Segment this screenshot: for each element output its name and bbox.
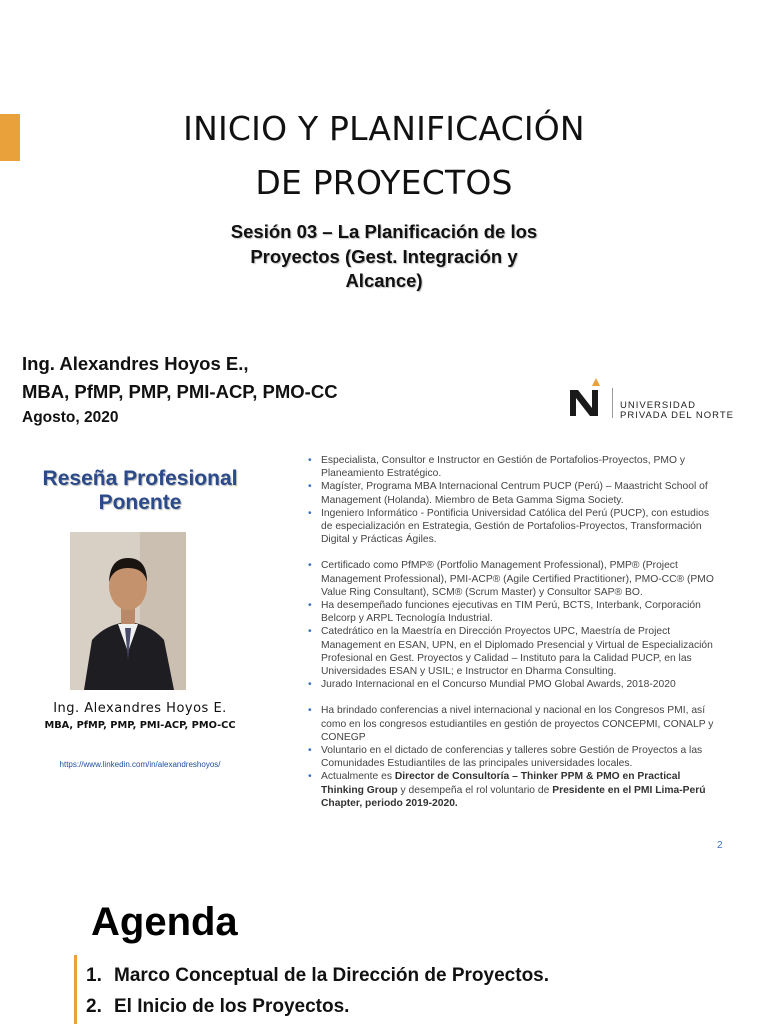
resena-bullets bbox=[308, 454, 718, 810]
title-line-1: INICIO Y PLANIFICACIÓN bbox=[183, 109, 585, 148]
speaker-photo bbox=[70, 532, 186, 690]
logo-divider bbox=[612, 388, 613, 418]
bullet-item: • Voluntario en el dictado de conferencias y talleres sobre Gestión de Proyectos a las Comunidades Estudiantiles de las principales universidades locales. bbox=[308, 744, 718, 770]
presentation-title bbox=[0, 102, 768, 210]
subtitle-line-1: Sesión 03 – La Planificación de los bbox=[230, 221, 538, 242]
agenda-slide bbox=[0, 872, 768, 1024]
speaker-name: Ing. Alexandres Hoyos E. bbox=[53, 701, 227, 716]
university-name-line-2: PRIVADA DEL NORTE bbox=[620, 410, 734, 421]
university-logo-icon bbox=[566, 374, 614, 420]
agenda-item-number: 2. bbox=[86, 996, 102, 1017]
subtitle-line-2: Proyectos (Gest. Integración y bbox=[250, 245, 518, 267]
bullet-item: • Ha desempeñado funciones ejecutivas en TIM Perú, BCTS, Interbank, Corporación Belcorp y ARPL Tecnología Industrial. bbox=[308, 599, 718, 625]
author-name: Ing. Alexandres Hoyos E., bbox=[22, 353, 249, 374]
agenda-item-number: 1. bbox=[86, 965, 102, 986]
author-block bbox=[22, 350, 338, 406]
bullet-item: • Catedrático en la Maestría en Dirección Proyectos UPC, Maestría de Project Management en ESAN, UPN, en el Diplomado Presencial y Virtual de Especialización Profesional en Gest. Proyectos y Calidad – Instituto para la Calidad PUCP, en las Universidades ESAN y USIL; e Instructor en Dharma Consulting. bbox=[308, 625, 718, 678]
university-name-line-1: UNIVERSIDAD bbox=[620, 400, 696, 411]
agenda-item bbox=[86, 991, 549, 1022]
cover-slide bbox=[0, 0, 768, 440]
agenda-title: Agenda bbox=[91, 900, 238, 944]
session-subtitle bbox=[184, 220, 584, 294]
agenda-item bbox=[86, 960, 549, 991]
author-credentials: MBA, PfMP, PMP, PMI-ACP, PMO-CC bbox=[22, 381, 338, 402]
agenda-item-text: Marco Conceptual de la Dirección de Proyectos. bbox=[114, 965, 550, 986]
resena-title-line-1: Reseña Profesional bbox=[42, 467, 238, 490]
speaker-credentials: MBA, PfMP, PMP, PMI-ACP, PMO-CC bbox=[44, 720, 236, 731]
bullet-bold: Director de Consultoría – Thinker PPM & PMO en Practical Thinking Group bbox=[321, 771, 681, 796]
subtitle-line-3: Alcance) bbox=[345, 270, 423, 291]
bullet-item: • Ha brindado conferencias a nivel internacional y nacional en los Congresos PMI, así como en los congresos estudiantiles en gestión de proyectos CONCEPMI, CONALP y CONEGP bbox=[308, 704, 718, 744]
resena-title-line-2: Ponente bbox=[98, 491, 182, 514]
bullet-item: • Magíster, Programa MBA Internacional Centrum PUCP (Perú) – Maastricht School of Management (Holanda). Miembro de Beta Gamma Sigma Society. bbox=[308, 480, 718, 506]
agenda-list bbox=[86, 960, 549, 1022]
agenda-item-text: El Inicio de los Proyectos. bbox=[114, 996, 350, 1017]
university-name bbox=[620, 401, 734, 421]
resena-title bbox=[20, 467, 260, 515]
bullet-bold: Presidente en el PMI Lima-Perú Chapter, periodo 2019-2020. bbox=[321, 784, 706, 809]
bullet-item: • Especialista, Consultor e Instructor en Gestión de Portafolios-Proyectos, PMO y Planeamiento Estratégico. bbox=[308, 454, 718, 480]
bullet-item: • Certificado como PfMP® (Portfolio Management Professional), PMP® (Project Management Professional), PMI-ACP® (Agile Certified Practitioner), PMO-CC® (PMO Value Ring Consultant), SCM® (Scrum Master) y Consultor SAP® BO. bbox=[308, 559, 718, 599]
presentation-date: Agosto, 2020 bbox=[22, 409, 119, 426]
bullet-text: y desempeña el rol voluntario de bbox=[397, 784, 553, 796]
resena-slide bbox=[0, 440, 768, 872]
linkedin-link[interactable]: https://www.linkedin.com/in/alexandreshoyos/ bbox=[59, 760, 221, 769]
speaker-portrait-icon bbox=[70, 532, 186, 690]
agenda-accent-bar bbox=[74, 955, 77, 1024]
bullet-item: • Jurado Internacional en el Concurso Mundial PMO Global Awards, 2018-2020 bbox=[308, 678, 718, 691]
bullet-text: Actualmente es bbox=[321, 771, 395, 783]
bullet-item: • Ingeniero Informático - Pontificia Universidad Católica del Perú (PUCP), con estudios de especialización en Estrategia, Gestión de Portafolios-Proyectos, Transformación Digital y Prácticas Ágiles. bbox=[308, 507, 718, 547]
page-number: 2 bbox=[717, 840, 723, 851]
title-line-2: DE PROYECTOS bbox=[255, 163, 513, 202]
bullet-item-current-role bbox=[308, 770, 718, 810]
